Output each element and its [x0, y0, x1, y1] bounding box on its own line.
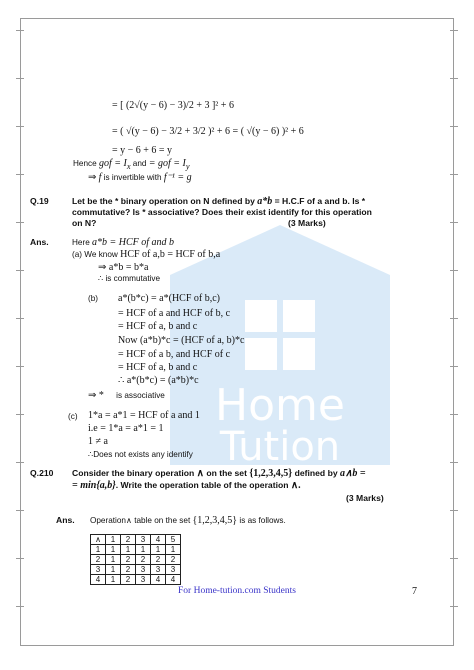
table-cell: 2: [166, 555, 181, 565]
table-cell: 4: [91, 575, 106, 585]
math-line-2: = ( √(y − 6) − 3/2 + 3/2 )² + 6 = ( √(y − 6) )² + 6: [112, 126, 304, 137]
page-number: 7: [412, 586, 417, 597]
table-cell: 3: [91, 565, 106, 575]
q210-marks: (3 Marks): [346, 493, 384, 503]
ans210-label: Ans.: [56, 515, 75, 525]
hence-line: [73, 158, 190, 171]
table-row: [91, 565, 181, 575]
table-cell: 3: [136, 565, 151, 575]
invertible-line: [88, 172, 192, 183]
q210-line-1: Consider the binary operation ∧ on the set {1,2,3,4,5} defined by a∧b =: [72, 468, 366, 479]
table-cell: 1: [106, 575, 121, 585]
operation-table: [90, 534, 181, 585]
ans19-intro: Here a*b = HCF of and b: [72, 237, 175, 248]
gof-identity: gof = $I_x$: [98, 158, 131, 171]
q19-marks: (3 Marks): [288, 218, 326, 228]
ans19-label: Ans.: [30, 237, 49, 247]
table-header-cell: 5: [166, 535, 181, 545]
math-line-3: = y − 6 + 6 = y: [112, 145, 173, 156]
table-cell: 2: [151, 555, 166, 565]
q19-number: Q.19: [30, 196, 49, 206]
table-cell: 3: [166, 565, 181, 575]
ans19-c-4: ∴Does not exists any identify: [88, 450, 193, 459]
q19-line-3: on N?: [72, 218, 97, 228]
ans19-b-7: ∴ a*(b*c) = (a*b)*c: [118, 375, 199, 386]
table-cell: 4: [151, 575, 166, 585]
table-row: [91, 545, 181, 555]
table-cell: 2: [121, 575, 136, 585]
ans19-a-implication: ⇒ a*b = b*a: [98, 262, 149, 273]
table-cell: 3: [136, 575, 151, 585]
table-row: [91, 555, 181, 565]
ans19-c-2: i.e = 1*a = a*1 = 1: [88, 423, 164, 434]
table-header-cell: 1: [106, 535, 121, 545]
ans19-b-6: = HCF of a, b and c: [118, 362, 198, 373]
f-symbol: f: [98, 172, 102, 183]
ans19-b-1: a*(b*c) = a*(HCF of b,c): [118, 293, 220, 304]
implies-arrow: ⇒: [88, 172, 97, 183]
table-row: [91, 575, 181, 585]
table-cell: 2: [121, 565, 136, 575]
ans19-c-1: 1*a = a*1 = HCF of a and 1: [88, 410, 200, 421]
watermark-text-1: Home: [215, 380, 345, 431]
table-header-cell: 3: [136, 535, 151, 545]
ans19-b-8: ⇒ * is associative: [88, 390, 165, 401]
footer-credit: For Home-tution.com Students: [178, 586, 296, 596]
ans19-b-2: = HCF of a and HCF of b, c: [118, 308, 231, 319]
table-cell: 4: [166, 575, 181, 585]
hence-word: Hence: [73, 159, 97, 168]
table-header-row: [91, 535, 181, 545]
table-header-cell: 4: [151, 535, 166, 545]
left-margin-ticks: [16, 30, 24, 640]
right-margin-ticks: [450, 30, 458, 640]
q210-number: Q.210: [30, 468, 54, 478]
table-cell: 2: [121, 555, 136, 565]
table-cell: 1: [106, 565, 121, 575]
ans19-a-line: (a) We know HCF of a,b = HCF of b,a: [72, 249, 221, 260]
math-line-1: = [ (2√(y − 6) − 3)/2 + 3 ]² + 6: [112, 100, 234, 111]
table-cell: 3: [151, 565, 166, 575]
table-cell: 1: [106, 545, 121, 555]
table-cell: 1: [91, 545, 106, 555]
ans19-b-5: = HCF of a b, and HCF of c: [118, 349, 231, 360]
table-header-cell: 2: [121, 535, 136, 545]
ans19-b-4: Now (a*b)*c = (HCF of a, b)*c: [118, 335, 245, 346]
table-cell: 1: [106, 555, 121, 565]
table-header-cell: ∧: [91, 535, 106, 545]
q19-line-1: Let be the * binary operation on N defined by a*b = H.C.F of a and b. Is *: [72, 196, 366, 207]
invertible-text: is invertible with: [103, 173, 162, 182]
table-cell: 2: [91, 555, 106, 565]
table-cell: 1: [166, 545, 181, 555]
ans19-b-3: = HCF of a, b and c: [118, 321, 198, 332]
q19-line-2: commutative? Is * associative? Does their exist identify for this operation: [72, 207, 372, 217]
ans19-c-label: (c): [68, 412, 78, 421]
watermark-text-2: Tution: [219, 424, 341, 470]
fog-identity: = gof = $I_y$: [148, 158, 190, 171]
q210-line-2: = min{a,b}. Write the operation table of the operation ∧.: [72, 480, 301, 491]
ans19-a-conclusion: ∴ is commutative: [98, 274, 161, 283]
table-cell: 1: [121, 545, 136, 555]
table-cell: 1: [151, 545, 166, 555]
table-cell: 1: [136, 545, 151, 555]
ans19-b-label: (b): [88, 294, 99, 303]
ans19-c-3: 1 ≠ a: [88, 436, 108, 447]
and-word: and: [132, 159, 147, 168]
ans210-text: Operation∧ table on the set {1,2,3,4,5} is as follows.: [90, 515, 286, 526]
table-cell: 2: [136, 555, 151, 565]
inverse-math: f⁻¹ = g: [163, 172, 192, 183]
